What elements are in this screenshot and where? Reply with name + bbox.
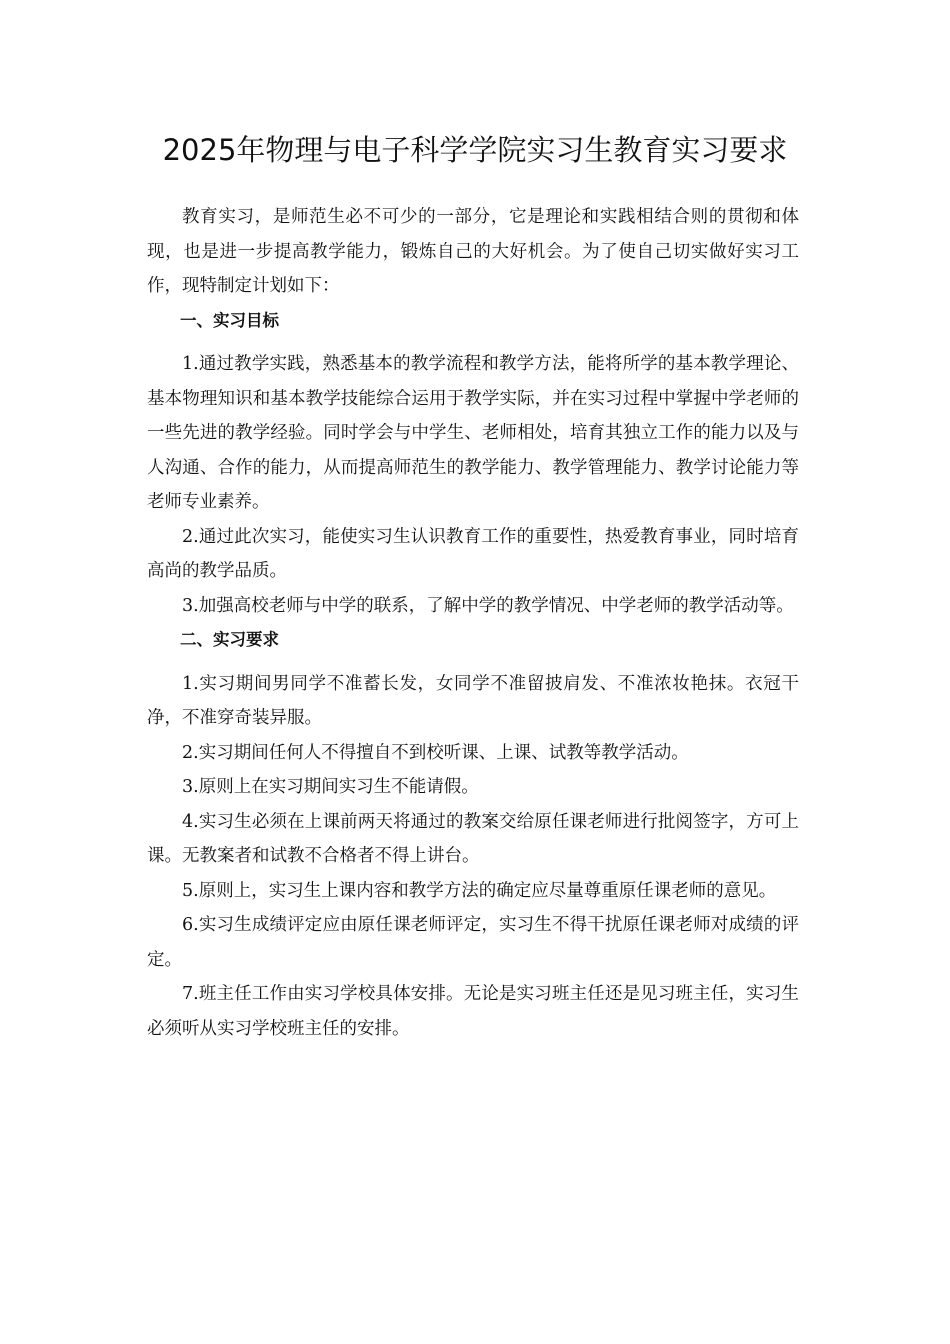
requirement-item-7: 7.班主任工作由实习学校具体安排。无论是实习班主任还是见习班主任，实习生必须听从实习学校班主任的安排。 <box>147 984 799 1039</box>
intro-paragraph: 教育实习，是师范生必不可少的一部分，它是理论和实践相结合则的贯彻和体现，也是进一步提高教学能力，锻炼自己的大好机会。为了使自己切实做好实习工作，现特制定计划如下： <box>147 207 799 296</box>
document-title: 2025年物理与电子科学学院实习生教育实习要求 <box>162 133 788 167</box>
requirement-item-2: 2.实习期间任何人不得擅自不到校听课、上课、试教等教学活动。 <box>182 742 689 763</box>
goal-item-1: 1.通过教学实践，熟悉基本的教学流程和教学方法，能将所学的基本教学理论、基本物理知识和基本教学技能综合运用于教学实际，并在实习过程中掌握中学老师的一些先进的教学经验。同时学会与中学生、老师相处，培育其独立工作的能力以及与人沟通、合作的能力，从而提高师范生的教学能力、教学管理能力、教学讨论能力等老师专业素养。 <box>147 354 799 512</box>
document-body <box>147 200 799 1046</box>
requirement-item-6: 6.实习生成绩评定应由原任课老师评定，实习生不得干扰原任课老师对成绩的评定。 <box>147 915 799 970</box>
requirement-item-3: 3.原则上在实习期间实习生不能请假。 <box>182 777 479 797</box>
section-heading-requirements: 二、实习要求 <box>180 630 279 649</box>
requirement-item-1: 1.实习期间男同学不准蓄长发，女同学不准留披肩发、不准浓妆艳抹。衣冠干净，不准穿奇装异服。 <box>147 673 799 728</box>
goal-item-3: 3.加强高校老师与中学的联系，了解中学的教学情况、中学老师的教学活动等。 <box>182 595 794 616</box>
section-heading-goals: 一、实习目标 <box>180 310 279 330</box>
goal-item-2: 2.通过此次实习，能使实习生认识教育工作的重要性，热爱教育事业，同时培育高尚的教学品质。 <box>147 526 799 581</box>
requirement-item-5: 5.原则上，实习生上课内容和教学方法的确定应尽量尊重原任课老师的意见。 <box>182 880 777 901</box>
requirement-item-4: 4.实习生必须在上课前两天将通过的教案交给原任课老师进行批阅签字，方可上课。无教案者和试教不合格者不得上讲台。 <box>147 811 799 866</box>
